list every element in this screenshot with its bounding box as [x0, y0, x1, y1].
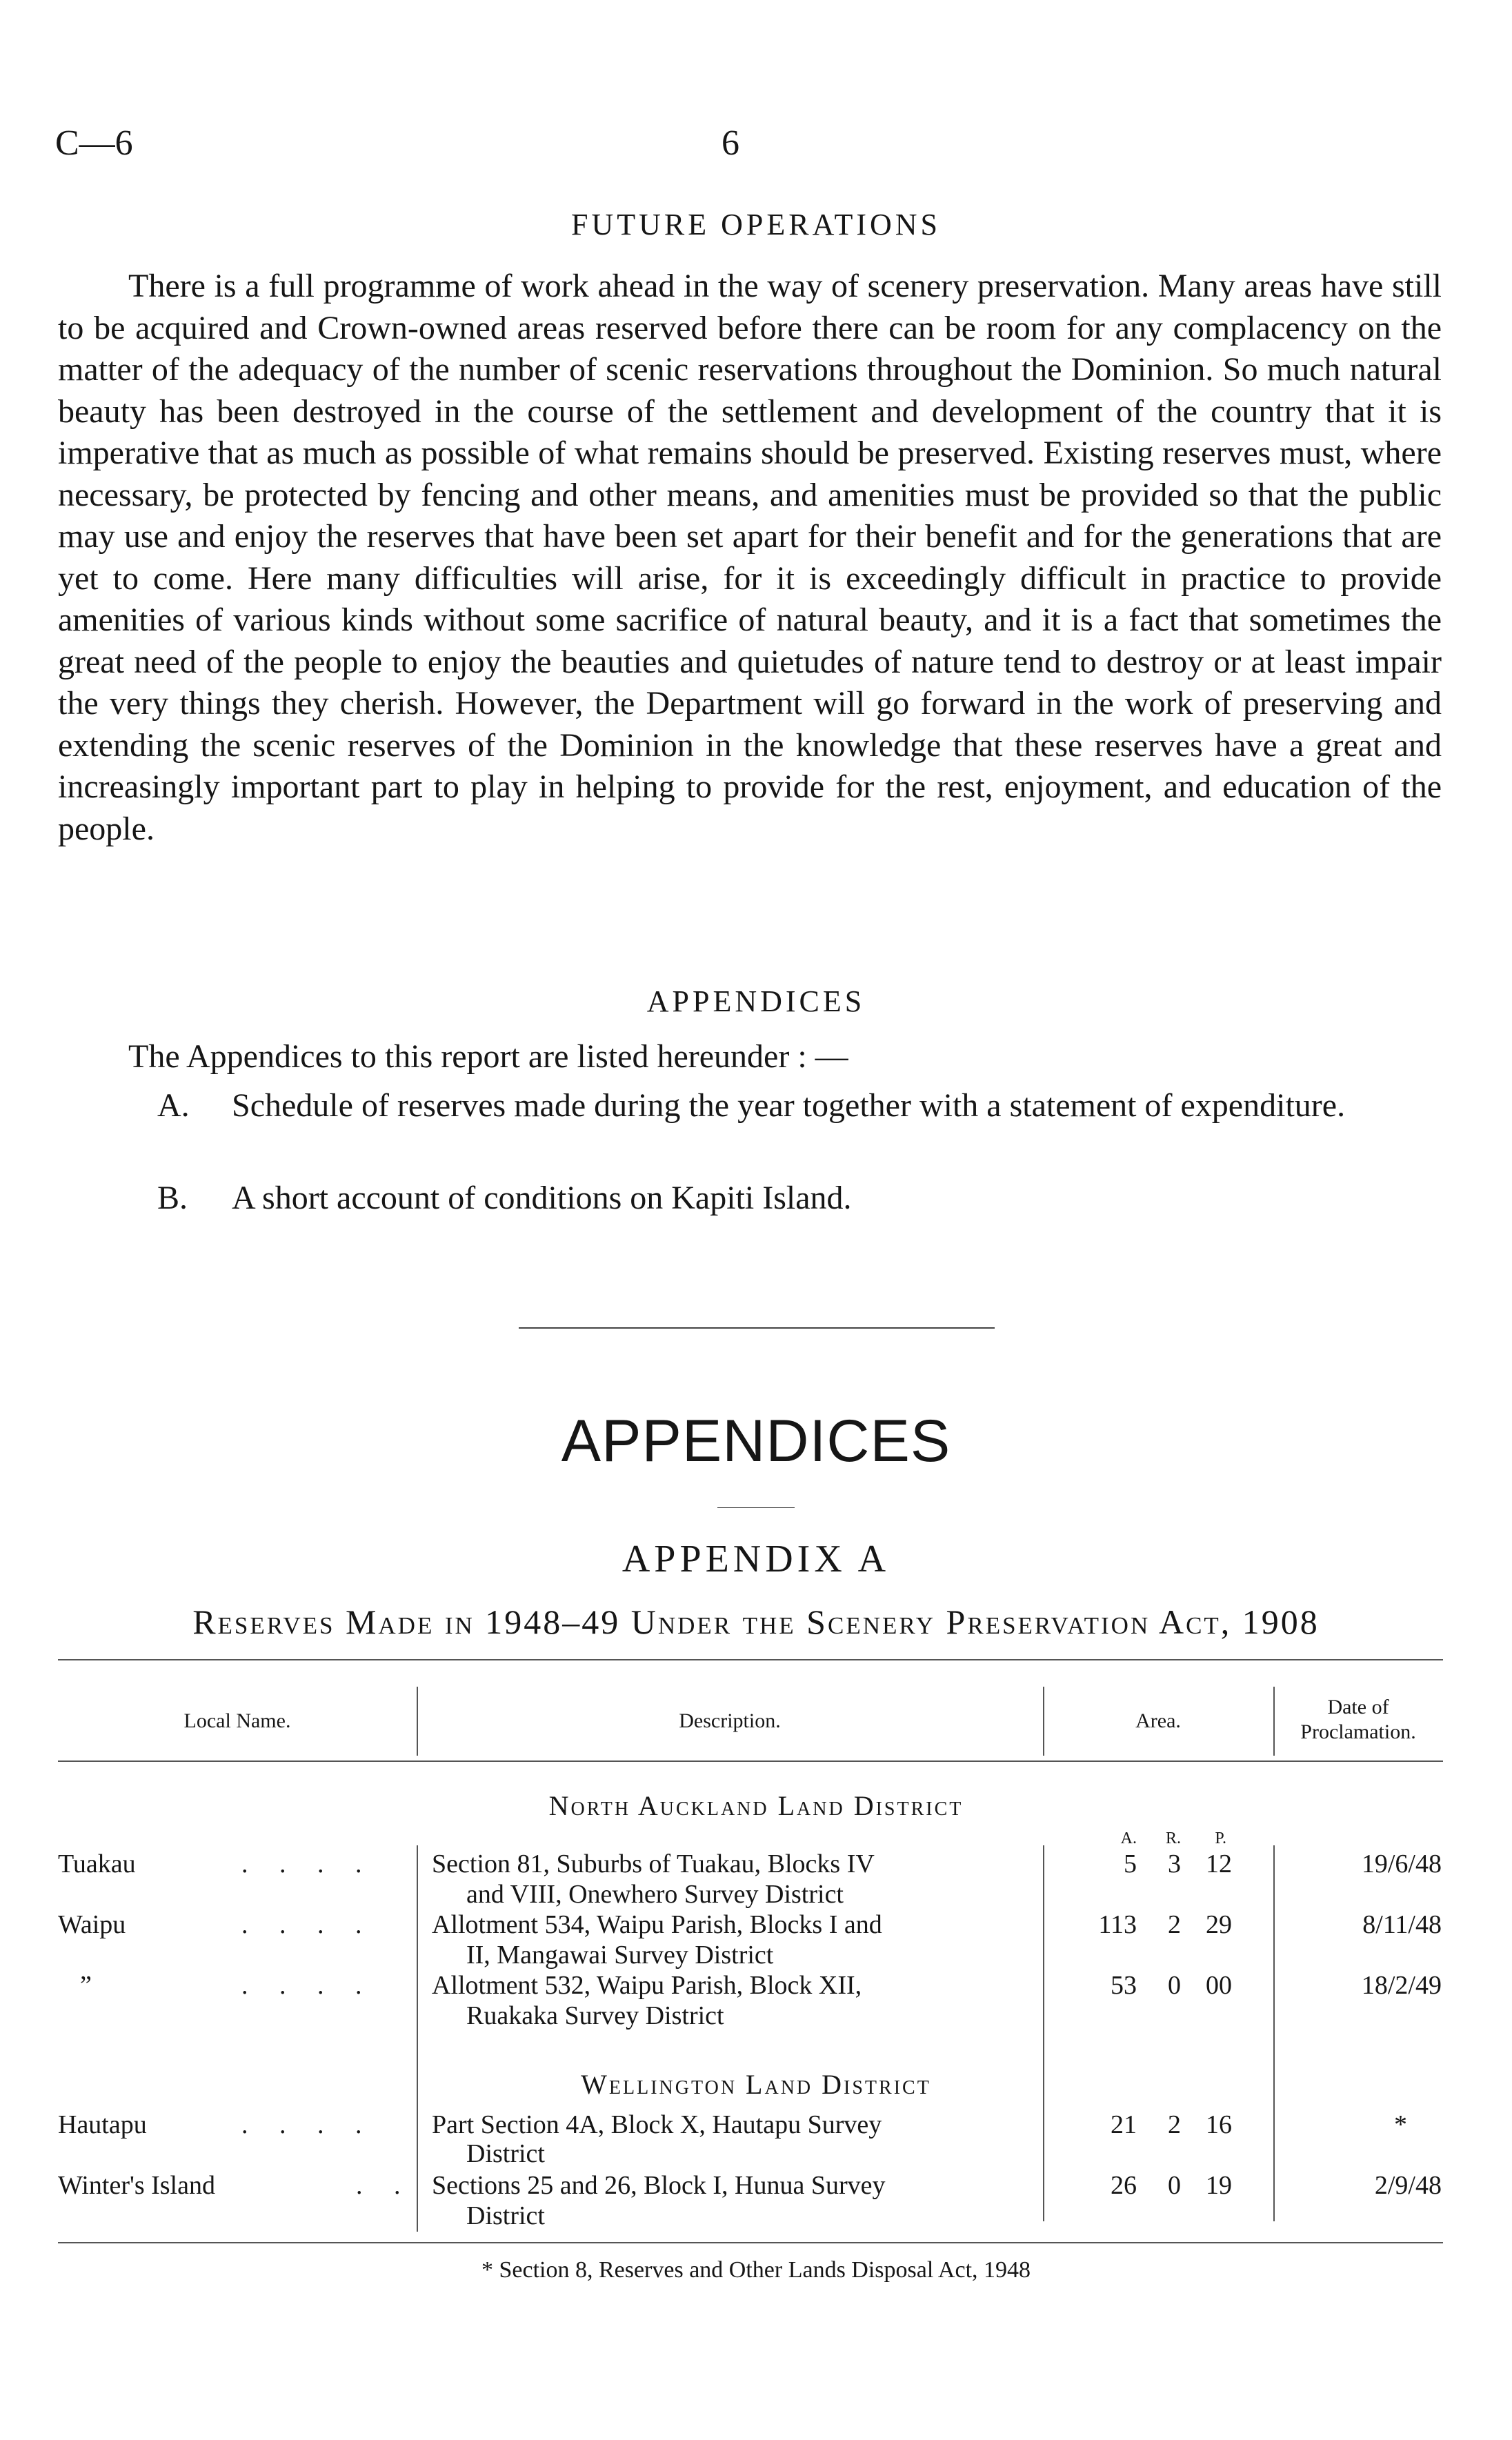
table-row-name: Tuakau	[58, 1849, 136, 1878]
table-header-rule	[58, 1760, 1443, 1762]
district-heading: North Auckland Land District	[548, 1790, 964, 1821]
column-header-date-line2: Proclamation.	[1300, 1720, 1416, 1743]
list-item	[157, 1181, 1442, 1216]
area-roods: 2	[1168, 2110, 1181, 2139]
area-unit-roods: R.	[1165, 1829, 1181, 1847]
future-operations-heading: FUTURE OPERATIONS	[570, 208, 942, 241]
leader-dots: . . . .	[241, 1971, 375, 2000]
table-top-rule	[58, 1659, 1443, 1660]
column-divider	[417, 2107, 418, 2232]
table-bottom-rule	[58, 2242, 1443, 2243]
table-row-description: Section 81, Suburbs of Tuakau, Blocks IV	[432, 1849, 875, 1878]
appendices-title: APPENDICES	[561, 1408, 951, 1474]
area-acres: 21	[1111, 2110, 1137, 2139]
table-row-name: Winter's Island	[58, 2171, 215, 2200]
table-row-description-cont: II, Mangawai Survey District	[466, 1941, 774, 1970]
area-perches: 29	[1206, 1910, 1232, 1939]
proclamation-date: 8/11/48	[1362, 1910, 1442, 1939]
title-underline	[717, 1507, 795, 1508]
leader-dots: . . . .	[241, 1910, 375, 1939]
list-item	[157, 1089, 1442, 1123]
district-heading: Wellington Land District	[581, 2069, 931, 2100]
area-perches: 00	[1206, 1971, 1232, 2000]
table-row-description-cont: District	[466, 2139, 545, 2168]
area-acres: 26	[1111, 2171, 1137, 2200]
area-acres: 113	[1098, 1910, 1137, 1939]
appendix-a-title: APPENDIX A	[621, 1538, 891, 1580]
section-divider	[519, 1327, 995, 1329]
area-perches: 16	[1206, 2110, 1232, 2139]
page-number: 6	[722, 123, 739, 163]
table-row-description: Allotment 532, Waipu Parish, Block XII,	[432, 1971, 862, 2000]
appendix-a-subtitle: Reserves Made in 1948–49 Under the Scenery Preservation Act, 1908	[192, 1603, 1320, 1641]
area-unit-perches: P.	[1215, 1829, 1226, 1847]
column-divider	[1043, 1845, 1044, 2221]
proclamation-date: *	[1394, 2110, 1407, 2139]
area-unit-acres: A.	[1120, 1829, 1137, 1847]
list-marker: B.	[157, 1180, 188, 1216]
area-roods: 2	[1168, 1910, 1181, 1939]
leader-dots: . . . .	[241, 2110, 375, 2139]
column-header-local-name: Local Name.	[183, 1709, 291, 1732]
area-perches: 12	[1206, 1849, 1232, 1878]
future-operations-paragraph: There is a full programme of work ahead in the way of scenery preservation. Many areas have still to be acquired and Crown-owned areas reserved before there can be room for any complacency on the matter of the adequacy of the number of scenic reservations throughout the Dominion. So much natural beauty has been destroyed in the course of the settlement and development of the country that it is imperative that as much as possible of what remains should be preserved. Existing reserves must, where necessary, be protected by fencing and other means, and amenities must be provided so that the public may use and enjoy the reserves that have been set apart for their benefit and for the generations that are yet to come. Here many difficulties will arise, for it is exceedingly difficult in practice to provide amenities of various kinds without some sacrifice of natural beauty, and it is a fact that sometimes the great need of the people to enjoy the beauties and quietudes of nature tend to destroy or at least impair the very things they cherish. However, the Department will go forward in the work of preserving and extending the scenic reserves of the Dominion in the knowledge that these reserves have a great and increasingly important part to play in helping to provide for the rest, enjoyment, and education of the people.	[58, 268, 1442, 847]
leader-dots: . .	[356, 2171, 413, 2200]
column-header-area: Area.	[1135, 1709, 1181, 1732]
page-code: C—6	[55, 123, 133, 163]
column-divider	[1273, 1845, 1275, 2221]
table-row-description: Part Section 4A, Block X, Hautapu Survey	[432, 2110, 882, 2139]
proclamation-date: 18/2/49	[1361, 1971, 1442, 2000]
column-header-description: Description.	[679, 1709, 781, 1732]
area-roods: 0	[1168, 2171, 1181, 2200]
area-roods: 0	[1168, 1971, 1181, 2000]
area-perches: 19	[1206, 2171, 1232, 2200]
proclamation-date: 2/9/48	[1374, 2171, 1442, 2200]
column-header-date-line1: Date of	[1327, 1696, 1389, 1718]
table-row-name: Waipu	[58, 1910, 126, 1939]
table-footnote: * Section 8, Reserves and Other Lands Disposal Act, 1948	[481, 2257, 1031, 2283]
appendices-intro: The Appendices to this report are listed hereunder : —	[128, 1038, 848, 1075]
area-acres: 53	[1111, 1971, 1137, 2000]
table-row-description-cont: District	[466, 2201, 545, 2230]
table-row-name: Hautapu	[58, 2110, 147, 2139]
table-row-description-cont: Ruakaka Survey District	[466, 2001, 724, 2030]
list-item-text: A short account of conditions on Kapiti Island.	[232, 1180, 852, 1216]
area-acres: 5	[1124, 1849, 1137, 1878]
appendices-heading: APPENDICES	[646, 984, 866, 1018]
leader-dots: . . . .	[241, 1849, 375, 1878]
table-row-description: Sections 25 and 26, Block I, Hunua Survey	[432, 2171, 886, 2200]
list-item-text: Schedule of reserves made during the year together with a statement of expenditure.	[232, 1087, 1346, 1124]
proclamation-date: 19/6/48	[1361, 1849, 1442, 1878]
table-row-description-cont: and VIII, Onewhero Survey District	[466, 1880, 844, 1909]
list-marker: A.	[157, 1087, 190, 1124]
area-roods: 3	[1168, 1849, 1181, 1878]
table-row-description: Allotment 534, Waipu Parish, Blocks I and	[432, 1910, 882, 1939]
table-row-name-ditto: ”	[80, 1971, 92, 2000]
